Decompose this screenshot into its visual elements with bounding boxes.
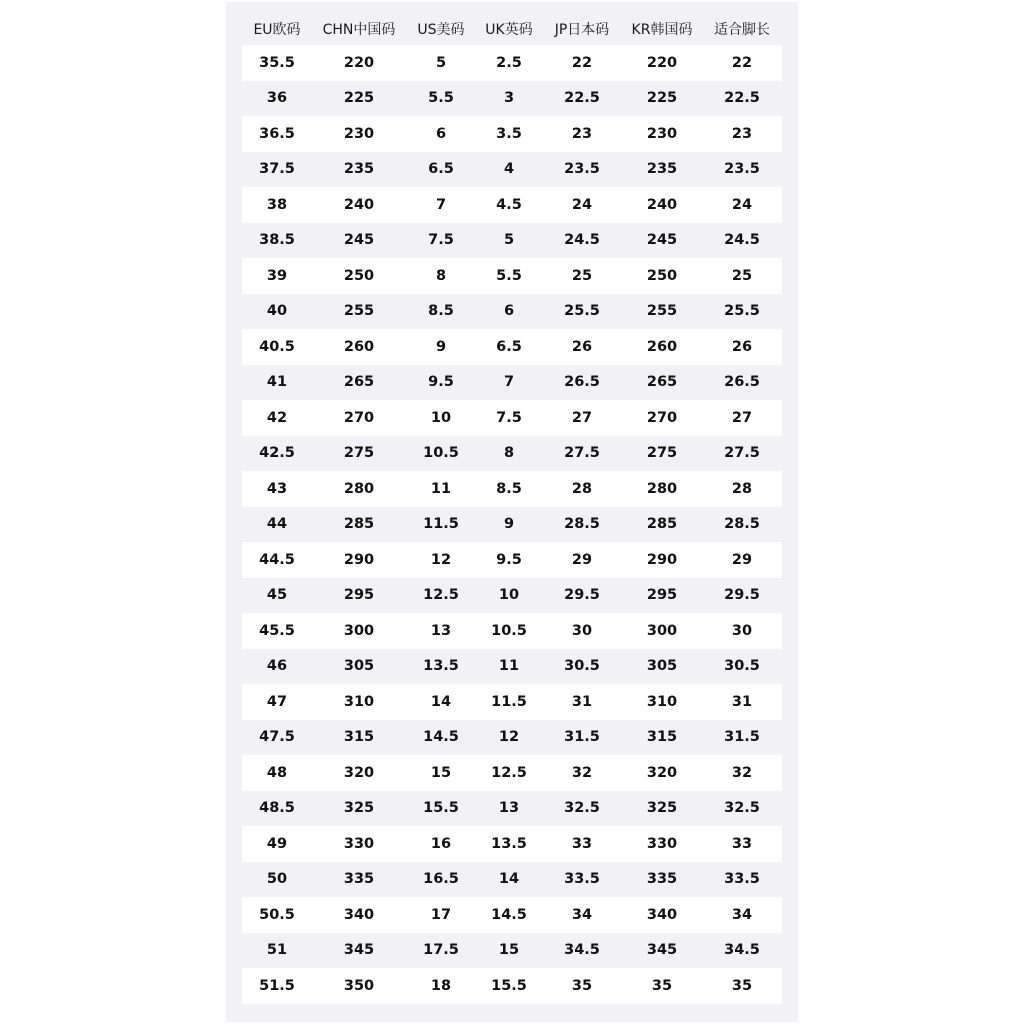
cell-foot: 22 — [702, 45, 782, 81]
cell-us: 12.5 — [406, 578, 476, 614]
column-header-us: US美码 — [417, 21, 465, 38]
cell-eu: 48 — [242, 755, 312, 791]
cell-us: 16 — [406, 826, 476, 862]
cell-uk: 10 — [476, 578, 542, 614]
cell-jp: 24 — [542, 187, 622, 223]
cell-uk: 12.5 — [476, 755, 542, 791]
cell-kr: 305 — [622, 649, 702, 685]
cell-kr: 290 — [622, 542, 702, 578]
table-row — [242, 436, 782, 472]
cell-kr: 230 — [622, 116, 702, 152]
table-row — [242, 152, 782, 188]
cell-chn: 285 — [312, 507, 406, 543]
cell-us: 15.5 — [406, 791, 476, 827]
cell-foot: 27 — [702, 400, 782, 436]
cell-us: 13.5 — [406, 649, 476, 685]
cell-us: 7.5 — [406, 223, 476, 259]
cell-us: 13 — [406, 613, 476, 649]
cell-eu: 35.5 — [242, 45, 312, 81]
table-row — [242, 613, 782, 649]
cell-foot: 24 — [702, 187, 782, 223]
cell-kr: 325 — [622, 791, 702, 827]
cell-jp: 34 — [542, 897, 622, 933]
cell-eu: 50.5 — [242, 897, 312, 933]
cell-foot: 32 — [702, 755, 782, 791]
cell-kr: 280 — [622, 471, 702, 507]
cell-foot: 30 — [702, 613, 782, 649]
cell-uk: 5 — [476, 223, 542, 259]
cell-uk: 13 — [476, 791, 542, 827]
cell-foot: 29.5 — [702, 578, 782, 614]
cell-eu: 41 — [242, 365, 312, 401]
cell-eu: 36.5 — [242, 116, 312, 152]
cell-eu: 43 — [242, 471, 312, 507]
table-row — [242, 471, 782, 507]
cell-uk: 6 — [476, 294, 542, 330]
cell-kr: 300 — [622, 613, 702, 649]
cell-eu: 47.5 — [242, 720, 312, 756]
cell-jp: 31.5 — [542, 720, 622, 756]
cell-chn: 295 — [312, 578, 406, 614]
cell-jp: 29.5 — [542, 578, 622, 614]
cell-kr: 270 — [622, 400, 702, 436]
cell-chn: 350 — [312, 968, 406, 1004]
cell-us: 10.5 — [406, 436, 476, 472]
cell-chn: 245 — [312, 223, 406, 259]
cell-chn: 270 — [312, 400, 406, 436]
cell-us: 6 — [406, 116, 476, 152]
cell-eu: 37.5 — [242, 152, 312, 188]
cell-us: 7 — [406, 187, 476, 223]
cell-uk: 14.5 — [476, 897, 542, 933]
cell-uk: 10.5 — [476, 613, 542, 649]
cell-uk: 4 — [476, 152, 542, 188]
cell-uk: 13.5 — [476, 826, 542, 862]
cell-jp: 23 — [542, 116, 622, 152]
cell-eu: 45 — [242, 578, 312, 614]
cell-chn: 220 — [312, 45, 406, 81]
table-row — [242, 791, 782, 827]
cell-kr: 35 — [622, 968, 702, 1004]
cell-us: 5 — [406, 45, 476, 81]
cell-uk: 4.5 — [476, 187, 542, 223]
cell-eu: 42.5 — [242, 436, 312, 472]
cell-foot: 33.5 — [702, 862, 782, 898]
cell-chn: 330 — [312, 826, 406, 862]
size-chart-table — [242, 12, 782, 1004]
cell-chn: 320 — [312, 755, 406, 791]
cell-jp: 24.5 — [542, 223, 622, 259]
table-row — [242, 116, 782, 152]
cell-eu: 45.5 — [242, 613, 312, 649]
table-row — [242, 400, 782, 436]
cell-us: 11 — [406, 471, 476, 507]
cell-kr: 250 — [622, 258, 702, 294]
cell-kr: 265 — [622, 365, 702, 401]
table-row — [242, 720, 782, 756]
cell-jp: 22.5 — [542, 81, 622, 117]
column-header-foot: 适合脚长 — [714, 21, 770, 38]
cell-eu: 44.5 — [242, 542, 312, 578]
table-row — [242, 329, 782, 365]
cell-chn: 335 — [312, 862, 406, 898]
cell-kr: 220 — [622, 45, 702, 81]
cell-kr: 310 — [622, 684, 702, 720]
size-chart-header — [242, 12, 782, 45]
cell-us: 8 — [406, 258, 476, 294]
cell-eu: 42 — [242, 400, 312, 436]
cell-eu: 50 — [242, 862, 312, 898]
cell-chn: 345 — [312, 933, 406, 969]
table-row — [242, 258, 782, 294]
cell-chn: 250 — [312, 258, 406, 294]
cell-uk: 3 — [476, 81, 542, 117]
cell-chn: 315 — [312, 720, 406, 756]
table-row — [242, 45, 782, 81]
cell-eu: 49 — [242, 826, 312, 862]
cell-kr: 330 — [622, 826, 702, 862]
cell-eu: 48.5 — [242, 791, 312, 827]
table-row — [242, 81, 782, 117]
cell-eu: 51.5 — [242, 968, 312, 1004]
column-header-uk: UK英码 — [485, 21, 533, 38]
cell-foot: 27.5 — [702, 436, 782, 472]
cell-kr: 255 — [622, 294, 702, 330]
cell-jp: 35 — [542, 968, 622, 1004]
cell-kr: 275 — [622, 436, 702, 472]
cell-foot: 23.5 — [702, 152, 782, 188]
cell-chn: 265 — [312, 365, 406, 401]
size-chart-body — [242, 45, 782, 1004]
table-row — [242, 826, 782, 862]
cell-eu: 38.5 — [242, 223, 312, 259]
cell-kr: 260 — [622, 329, 702, 365]
cell-jp: 30.5 — [542, 649, 622, 685]
cell-uk: 9 — [476, 507, 542, 543]
cell-jp: 25 — [542, 258, 622, 294]
cell-foot: 33 — [702, 826, 782, 862]
cell-us: 14 — [406, 684, 476, 720]
cell-kr: 295 — [622, 578, 702, 614]
cell-eu: 39 — [242, 258, 312, 294]
cell-jp: 25.5 — [542, 294, 622, 330]
cell-kr: 235 — [622, 152, 702, 188]
cell-jp: 32.5 — [542, 791, 622, 827]
table-row — [242, 755, 782, 791]
cell-jp: 29 — [542, 542, 622, 578]
cell-foot: 31.5 — [702, 720, 782, 756]
cell-jp: 27.5 — [542, 436, 622, 472]
table-row — [242, 649, 782, 685]
cell-foot: 22.5 — [702, 81, 782, 117]
cell-chn: 235 — [312, 152, 406, 188]
size-chart-panel — [226, 2, 798, 1022]
cell-kr: 285 — [622, 507, 702, 543]
cell-uk: 3.5 — [476, 116, 542, 152]
header-row — [242, 12, 782, 45]
cell-chn: 275 — [312, 436, 406, 472]
cell-eu: 36 — [242, 81, 312, 117]
table-row — [242, 897, 782, 933]
cell-us: 12 — [406, 542, 476, 578]
table-row — [242, 507, 782, 543]
cell-uk: 2.5 — [476, 45, 542, 81]
cell-eu: 47 — [242, 684, 312, 720]
cell-chn: 260 — [312, 329, 406, 365]
cell-jp: 26.5 — [542, 365, 622, 401]
cell-foot: 24.5 — [702, 223, 782, 259]
column-header-jp: JP日本码 — [554, 21, 610, 38]
cell-us: 8.5 — [406, 294, 476, 330]
cell-uk: 9.5 — [476, 542, 542, 578]
cell-uk: 12 — [476, 720, 542, 756]
cell-chn: 340 — [312, 897, 406, 933]
cell-us: 14.5 — [406, 720, 476, 756]
cell-eu: 51 — [242, 933, 312, 969]
cell-jp: 28.5 — [542, 507, 622, 543]
cell-uk: 8.5 — [476, 471, 542, 507]
column-header-chn: CHN中国码 — [322, 21, 396, 38]
cell-chn: 240 — [312, 187, 406, 223]
cell-jp: 32 — [542, 755, 622, 791]
column-header-eu: EU欧码 — [253, 21, 301, 38]
cell-jp: 22 — [542, 45, 622, 81]
cell-jp: 31 — [542, 684, 622, 720]
cell-jp: 33.5 — [542, 862, 622, 898]
cell-foot: 25.5 — [702, 294, 782, 330]
cell-eu: 44 — [242, 507, 312, 543]
cell-foot: 34.5 — [702, 933, 782, 969]
cell-us: 17 — [406, 897, 476, 933]
cell-uk: 14 — [476, 862, 542, 898]
cell-uk: 7 — [476, 365, 542, 401]
cell-eu: 40 — [242, 294, 312, 330]
cell-us: 18 — [406, 968, 476, 1004]
table-row — [242, 542, 782, 578]
column-header-kr: KR韩国码 — [631, 21, 693, 38]
table-row — [242, 365, 782, 401]
cell-uk: 15.5 — [476, 968, 542, 1004]
cell-chn: 255 — [312, 294, 406, 330]
cell-foot: 23 — [702, 116, 782, 152]
cell-kr: 320 — [622, 755, 702, 791]
cell-jp: 23.5 — [542, 152, 622, 188]
cell-uk: 11 — [476, 649, 542, 685]
cell-us: 16.5 — [406, 862, 476, 898]
cell-uk: 8 — [476, 436, 542, 472]
table-row — [242, 684, 782, 720]
cell-uk: 5.5 — [476, 258, 542, 294]
cell-kr: 335 — [622, 862, 702, 898]
cell-chn: 230 — [312, 116, 406, 152]
cell-eu: 40.5 — [242, 329, 312, 365]
table-row — [242, 968, 782, 1004]
cell-chn: 305 — [312, 649, 406, 685]
cell-us: 9 — [406, 329, 476, 365]
cell-chn: 290 — [312, 542, 406, 578]
cell-foot: 25 — [702, 258, 782, 294]
cell-foot: 28 — [702, 471, 782, 507]
cell-foot: 35 — [702, 968, 782, 1004]
cell-chn: 225 — [312, 81, 406, 117]
cell-kr: 315 — [622, 720, 702, 756]
cell-foot: 32.5 — [702, 791, 782, 827]
cell-jp: 30 — [542, 613, 622, 649]
cell-eu: 46 — [242, 649, 312, 685]
table-row — [242, 862, 782, 898]
cell-foot: 30.5 — [702, 649, 782, 685]
cell-jp: 28 — [542, 471, 622, 507]
cell-kr: 245 — [622, 223, 702, 259]
cell-us: 5.5 — [406, 81, 476, 117]
cell-uk: 15 — [476, 933, 542, 969]
cell-foot: 31 — [702, 684, 782, 720]
cell-us: 15 — [406, 755, 476, 791]
cell-us: 17.5 — [406, 933, 476, 969]
table-row — [242, 294, 782, 330]
table-row — [242, 933, 782, 969]
cell-us: 9.5 — [406, 365, 476, 401]
cell-kr: 240 — [622, 187, 702, 223]
cell-jp: 34.5 — [542, 933, 622, 969]
cell-uk: 11.5 — [476, 684, 542, 720]
cell-uk: 7.5 — [476, 400, 542, 436]
cell-foot: 26.5 — [702, 365, 782, 401]
cell-jp: 33 — [542, 826, 622, 862]
table-row — [242, 578, 782, 614]
cell-foot: 34 — [702, 897, 782, 933]
cell-chn: 310 — [312, 684, 406, 720]
cell-foot: 26 — [702, 329, 782, 365]
table-row — [242, 187, 782, 223]
cell-uk: 6.5 — [476, 329, 542, 365]
cell-kr: 225 — [622, 81, 702, 117]
cell-chn: 325 — [312, 791, 406, 827]
cell-jp: 26 — [542, 329, 622, 365]
cell-eu: 38 — [242, 187, 312, 223]
cell-us: 10 — [406, 400, 476, 436]
cell-us: 11.5 — [406, 507, 476, 543]
cell-chn: 300 — [312, 613, 406, 649]
table-row — [242, 223, 782, 259]
cell-kr: 345 — [622, 933, 702, 969]
cell-chn: 280 — [312, 471, 406, 507]
cell-foot: 29 — [702, 542, 782, 578]
cell-us: 6.5 — [406, 152, 476, 188]
cell-foot: 28.5 — [702, 507, 782, 543]
cell-kr: 340 — [622, 897, 702, 933]
cell-jp: 27 — [542, 400, 622, 436]
